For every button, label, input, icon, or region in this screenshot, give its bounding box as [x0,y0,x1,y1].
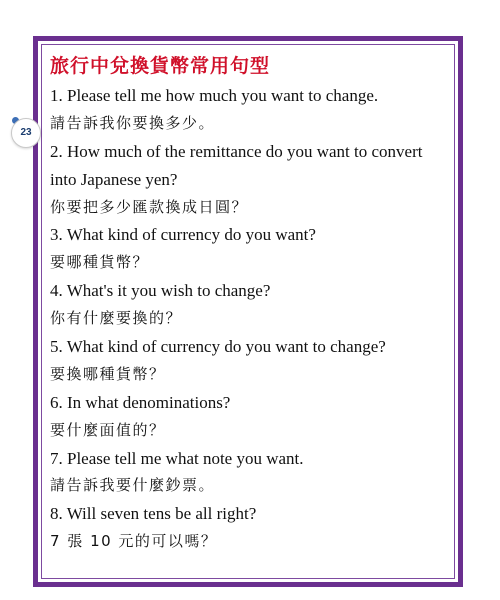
phrase-list [50,52,450,556]
phrase-line-en: 8. Will seven tens be all right? [50,504,257,524]
phrase-line-zh: 7 張 10 元的可以嗎？ [50,532,218,551]
phrase-line-en: 3. What kind of currency do you want? [50,225,316,245]
phrase-line-zh: 要什麼面值的？ [50,420,166,439]
phrase-line-en: into Japanese yen? [50,169,178,189]
phrase-line-en: 2. How much of the remittance do you want to convert [50,141,423,161]
page-title: 旅行中兌換貨幣常用句型 [50,55,271,77]
phrase-line-en: 6. In what denominations? [50,392,231,412]
phrase-line-zh: 請告訴我要什麼鈔票。 [50,476,216,495]
page-number-badge: 23 [11,118,41,148]
phrase-line-en: 1. Please tell me how much you want to change. [50,86,379,105]
phrase-line-en: 4. What's it you wish to change? [50,281,271,301]
phrase-line-en: 5. What kind of currency do you want to change? [50,337,386,357]
phrase-line-zh: 你要把多少匯款換成日圓？ [50,197,249,216]
phrase-line-zh: 要哪種貨幣？ [50,253,150,272]
phrase-line-zh: 要換哪種貨幣？ [50,364,166,383]
phrase-line-zh: 你有什麼要換的？ [50,309,183,328]
phrase-line-zh: 請告訴我你要換多少。 [50,113,216,132]
phrase-line-en: 7. Please tell me what note you want. [50,448,304,468]
